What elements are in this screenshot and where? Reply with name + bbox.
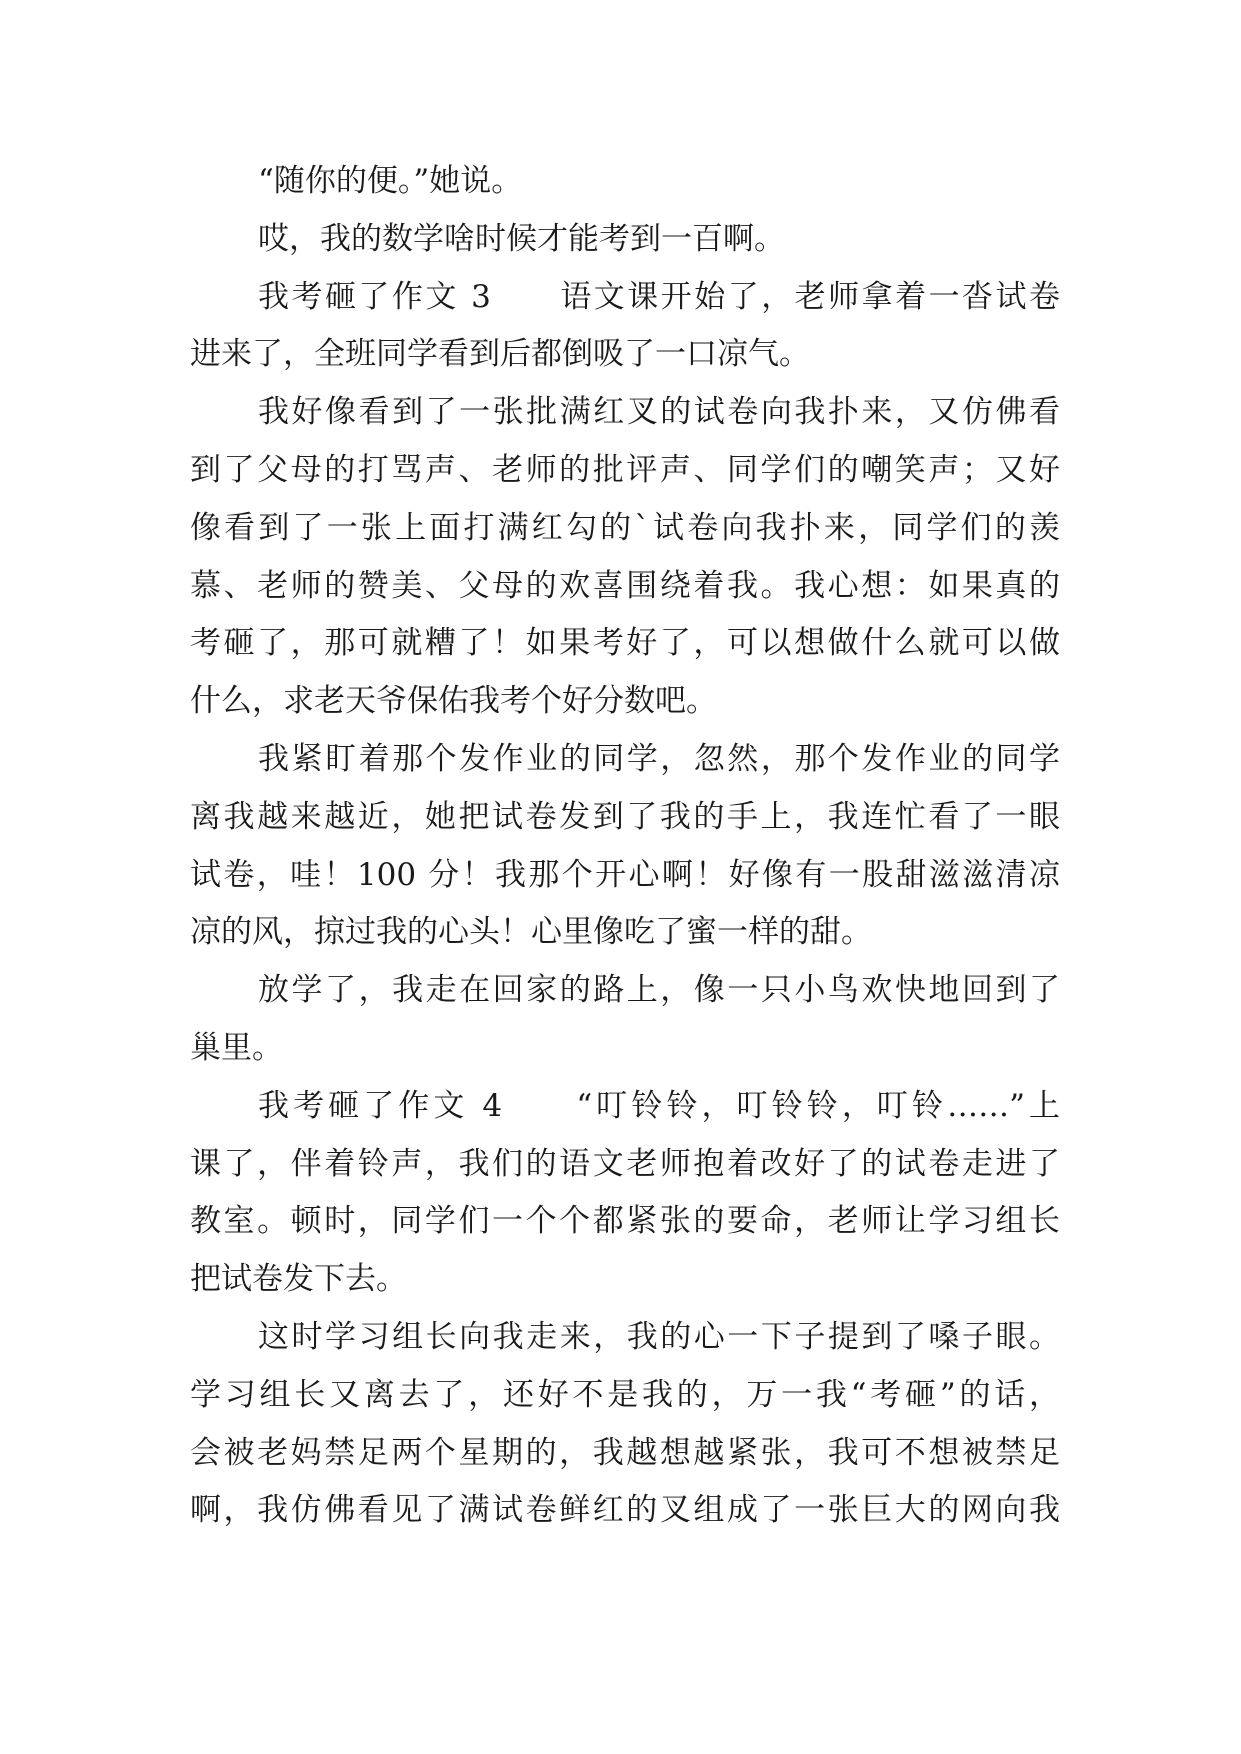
text-line: 课了，伴着铃声，我们的语文老师抱着改好了的试卷走进了 — [190, 1145, 1060, 1182]
text-line: 考砸了，那可就糟了！如果考好了，可以想做什么就可以做 — [190, 625, 1060, 662]
text-line: 这时学习组长向我走来，我的心一下子提到了嗓子眼。 — [258, 1318, 1060, 1355]
essay-heading-line: 我考砸了作文 4 “叮铃铃，叮铃铃，叮铃……”上 — [258, 1087, 1060, 1124]
text-line: 像看到了一张上面打满红勾的`试卷向我扑来，同学们的羡 — [190, 509, 1060, 546]
essay-heading-line: 我考砸了作文 3 语文课开始了，老师拿着一沓试卷 — [258, 278, 1060, 315]
essay-body — [190, 153, 1060, 1540]
text-line: 进来了，全班同学看到后都倒吸了一口凉气。 — [190, 336, 810, 373]
text-line: 到了父母的打骂声、老师的批评声、同学们的嘲笑声；又好 — [190, 451, 1060, 488]
text-line: 慕、老师的赞美、父母的欢喜围绕着我。我心想：如果真的 — [190, 567, 1060, 604]
text-line: “随你的便。”她说。 — [258, 163, 523, 199]
text-line: 教室。顿时，同学们一个个都紧张的要命，老师让学习组长 — [190, 1203, 1060, 1240]
text-line: 我紧盯着那个发作业的同学，忽然，那个发作业的同学 — [258, 740, 1060, 777]
text-line: 我好像看到了一张批满红叉的试卷向我扑来，又仿佛看 — [258, 394, 1060, 431]
text-line: 巢里。 — [190, 1029, 283, 1066]
text-line: 啊，我仿佛看见了满试卷鲜红的叉组成了一张巨大的网向我 — [190, 1492, 1060, 1529]
text-line: 什么，求老天爷保佑我考个好分数吧。 — [190, 683, 717, 720]
text-line: 会被老妈禁足两个星期的，我越想越紧张，我可不想被禁足 — [190, 1434, 1060, 1471]
text-line: 离我越来越近，她把试卷发到了我的手上，我连忙看了一眼 — [190, 798, 1060, 835]
text-line: 试卷，哇！100 分！我那个开心啊！好像有一股甜滋滋清凉 — [190, 856, 1060, 893]
text-line: 把试卷发下去。 — [190, 1261, 407, 1298]
text-line: 学习组长又离去了，还好不是我的，万一我“考砸”的话， — [190, 1376, 1060, 1413]
text-line: 哎，我的数学啥时候才能考到一百啊。 — [258, 220, 785, 257]
text-line: 放学了，我走在回家的路上，像一只小鸟欢快地回到了 — [258, 972, 1060, 1009]
text-line: 凉的风，掠过我的心头！心里像吃了蜜一样的甜。 — [190, 914, 872, 951]
